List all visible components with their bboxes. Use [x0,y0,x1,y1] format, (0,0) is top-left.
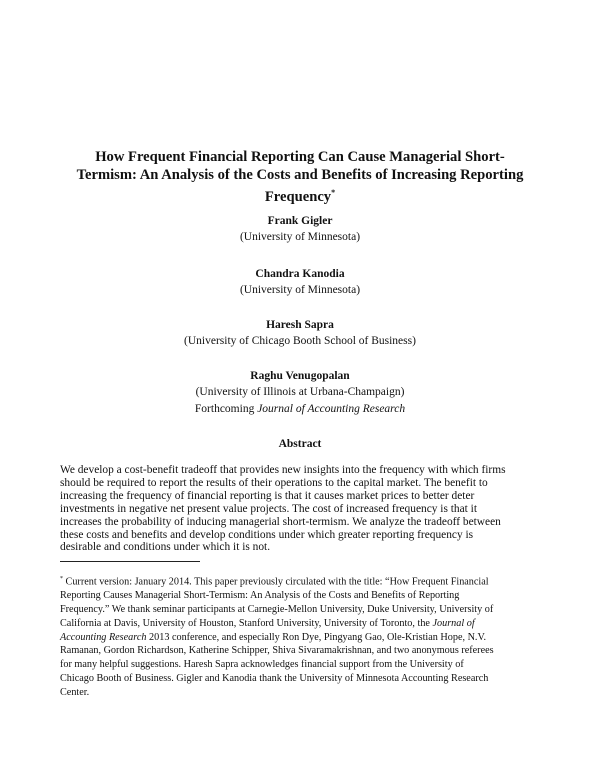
author-name: Haresh Sapra [266,319,334,331]
forthcoming-note: Forthcoming Journal of Accounting Research [194,403,406,415]
author-name: Chandra Kanodia [255,268,345,280]
author-affiliation: (University of Minnesota) [239,284,361,296]
paper-title: How Frequent Financial Reporting Can Cause Managerial Short- Termism: An Analysis of the Costs and Benefits of Increasing Reporting Frequency* [76,149,524,205]
abstract-heading: Abstract [278,438,322,450]
abstract-body: We develop a cost-benefit tradeoff that provides new insights into the frequency with which firms should be required to report the results of their operations to the capital market. The benefit to increasing the frequency of financial reporting is that it causes market prices to better deter investments in negative net present value projects. The cost of increased frequency is that it increases the probability of inducing managerial short-termism. We analyze the tradeoff between these costs and benefits and develop conditions under which greater reporting frequency is desirable and conditions under which it is not. [60,464,506,554]
author-name: Frank Gigler [267,215,333,227]
footnote-divider [60,561,200,562]
author-affiliation: (University of Illinois at Urbana-Champaign) [195,386,405,398]
author-affiliation: (University of Chicago Booth School of Business) [184,335,416,347]
footnote-marker: * [331,188,336,197]
author-affiliation: (University of Minnesota) [239,231,361,243]
footnote: * Current version: January 2014. This paper previously circulated with the title: “How Frequent Financial Reporting Causes Managerial Short-Termism: An Analysis of the Costs and Benefits of Reporting Frequency.” We thank seminar participants at Carnegie-Mellon University, Duke University, University of California at Davis, University of Houston, Stanford University, University of Toronto, the Journal of Accounting Research 2013 conference, and especially Ron Dye, Pingyang Gao, Ole-Kristian Hope, N.V. Ramanan, Gordon Richardson, Katherine Schipper, Shiva Sivaramakrishnan, and two anonymous referees for many helpful suggestions. Haresh Sapra acknowledges financial support from the University of Chicago Booth of Business. Gigler and Kanodia thank the University of Minnesota Accounting Research Center. [60,576,494,698]
author-name: Raghu Venugopalan [250,370,350,382]
